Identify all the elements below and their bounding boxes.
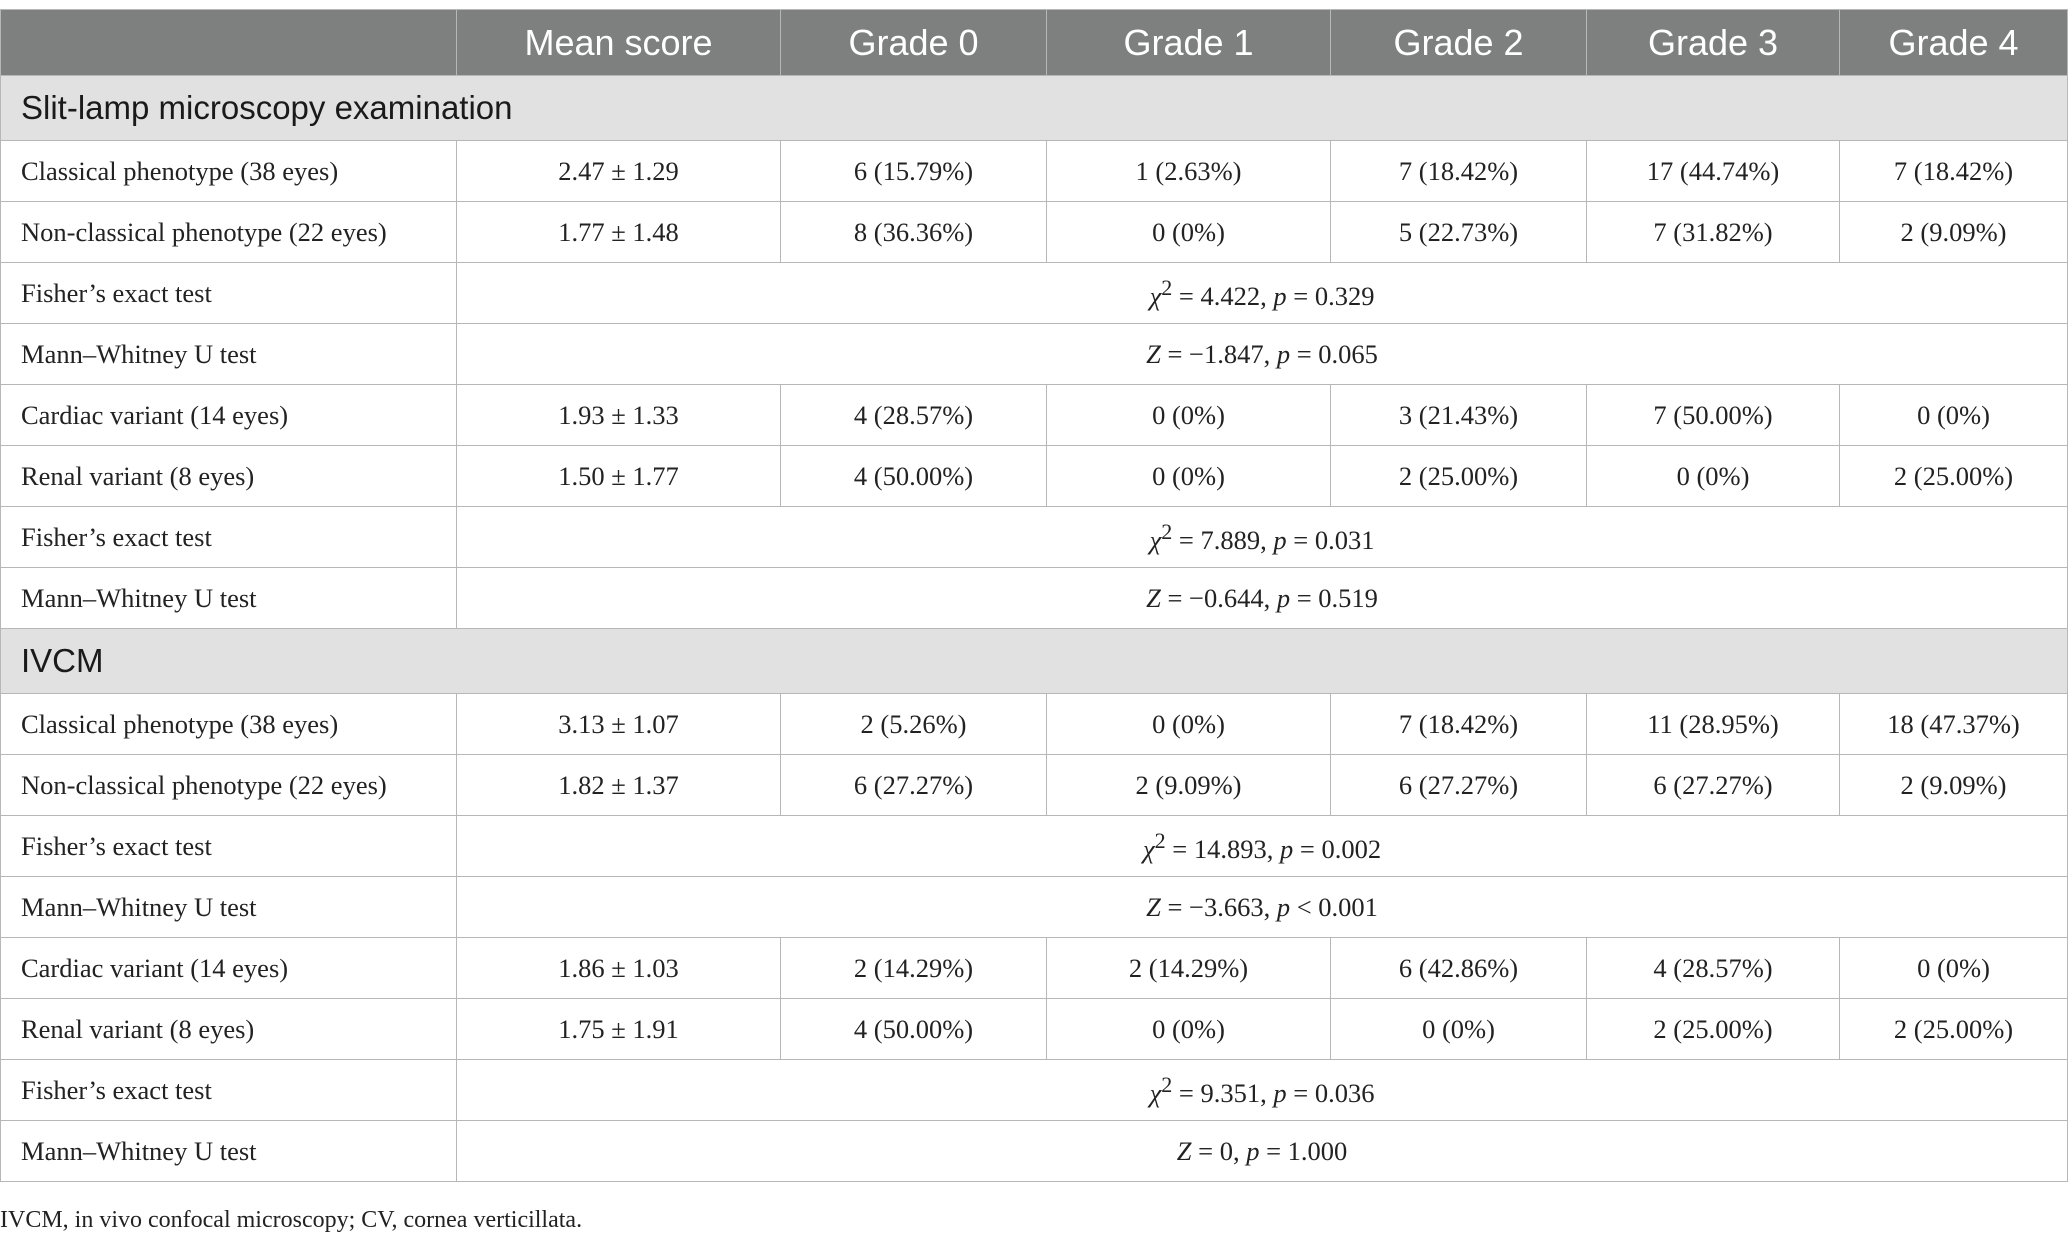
table-cell: 2 (25.00%) <box>1840 999 2068 1060</box>
stat-result: Z = −1.847, p = 0.065 <box>457 324 2068 385</box>
p-relation: = <box>1293 280 1309 311</box>
table-cell: 0 (0%) <box>1047 694 1331 755</box>
stat-row <box>1 568 2068 629</box>
section-row-slit-lamp <box>1 76 2068 141</box>
p-value: 0.001 <box>1318 891 1378 922</box>
table-row <box>1 202 2068 263</box>
row-label: Fisher’s exact test <box>1 263 457 324</box>
table-cell: 0 (0%) <box>1840 385 2068 446</box>
p-relation: = <box>1296 338 1312 369</box>
row-label: Classical phenotype (38 eyes) <box>1 694 457 755</box>
table-cell: 4 (50.00%) <box>781 446 1047 507</box>
table-cell: 5 (22.73%) <box>1331 202 1587 263</box>
row-label: Renal variant (8 eyes) <box>1 999 457 1060</box>
table-cell: 1.82 ± 1.37 <box>457 755 781 816</box>
p-relation: = <box>1266 1135 1282 1166</box>
table-cell: 2.47 ± 1.29 <box>457 141 781 202</box>
table-cell: 11 (28.95%) <box>1587 694 1840 755</box>
chi-value: 4.422 <box>1200 280 1261 311</box>
table-cell: 6 (27.27%) <box>781 755 1047 816</box>
section-title: Slit-lamp microscopy examination <box>1 76 2068 141</box>
p-value: 0.031 <box>1314 524 1375 555</box>
row-label: Mann–Whitney U test <box>1 324 457 385</box>
table-cell: 17 (44.74%) <box>1587 141 1840 202</box>
table-footnote: IVCM, in vivo confocal microscopy; CV, cornea verticillata. <box>0 1207 583 1233</box>
table-cell: 7 (31.82%) <box>1587 202 1840 263</box>
header-cell-blank <box>1 10 457 76</box>
chi-value: 7.889 <box>1200 524 1261 555</box>
table-cell: 2 (9.09%) <box>1840 755 2068 816</box>
section-row-ivcm <box>1 629 2068 694</box>
stat-row <box>1 1060 2068 1121</box>
header-cell-grade-2: Grade 2 <box>1331 10 1587 76</box>
stat-row <box>1 324 2068 385</box>
table-row <box>1 755 2068 816</box>
table-cell: 4 (28.57%) <box>781 385 1047 446</box>
p-relation: = <box>1299 833 1315 864</box>
header-cell-mean-score: Mean score <box>457 10 781 76</box>
table-cell: 7 (18.42%) <box>1840 141 2068 202</box>
table-cell: 7 (50.00%) <box>1587 385 1840 446</box>
table-cell: 0 (0%) <box>1047 385 1331 446</box>
table-cell: 6 (27.27%) <box>1331 755 1587 816</box>
p-value: 0.002 <box>1321 833 1382 864</box>
p-relation: < <box>1296 891 1312 922</box>
table-cell: 0 (0%) <box>1047 446 1331 507</box>
row-label: Non-classical phenotype (22 eyes) <box>1 755 457 816</box>
row-label: Fisher’s exact test <box>1 507 457 568</box>
row-label: Fisher’s exact test <box>1 1060 457 1121</box>
stat-row <box>1 816 2068 877</box>
table-cell: 6 (42.86%) <box>1331 938 1587 999</box>
header-row <box>1 10 2068 76</box>
table-cell: 2 (14.29%) <box>1047 938 1331 999</box>
table-cell: 2 (9.09%) <box>1840 202 2068 263</box>
p-value: 0.036 <box>1314 1077 1375 1108</box>
table-cell: 8 (36.36%) <box>781 202 1047 263</box>
table-row <box>1 938 2068 999</box>
stat-result: $\chi^2 = 7.889$, p = 0.031 <box>457 507 2068 568</box>
stat-result: $\chi^2 = 14.893$, p = 0.002 <box>457 816 2068 877</box>
table-cell: 6 (15.79%) <box>781 141 1047 202</box>
stat-row <box>1 1121 2068 1182</box>
header-cell-grade-0: Grade 0 <box>781 10 1047 76</box>
table-cell: 2 (25.00%) <box>1840 446 2068 507</box>
stat-row <box>1 877 2068 938</box>
table-cell: 3 (21.43%) <box>1331 385 1587 446</box>
p-value: 0.519 <box>1318 582 1378 613</box>
stat-result: $\chi^2 = 4.422$, p = 0.329 <box>457 263 2068 324</box>
table-row <box>1 446 2068 507</box>
row-label: Non-classical phenotype (22 eyes) <box>1 202 457 263</box>
p-relation: = <box>1296 582 1312 613</box>
row-label: Renal variant (8 eyes) <box>1 446 457 507</box>
table-row <box>1 141 2068 202</box>
table-cell: 7 (18.42%) <box>1331 694 1587 755</box>
table-cell: 2 (25.00%) <box>1587 999 1840 1060</box>
table-cell: 2 (9.09%) <box>1047 755 1331 816</box>
table-cell: 1.86 ± 1.03 <box>457 938 781 999</box>
table-cell: 0 (0%) <box>1587 446 1840 507</box>
p-value: 1.000 <box>1287 1135 1348 1166</box>
p-value: 0.329 <box>1314 280 1375 311</box>
z-value: −1.847 <box>1189 338 1264 369</box>
stat-row <box>1 507 2068 568</box>
stat-result: $\chi^2 = 9.351$, p = 0.036 <box>457 1060 2068 1121</box>
table-cell: 0 (0%) <box>1840 938 2068 999</box>
p-relation: = <box>1293 1077 1309 1108</box>
table-cell: 2 (25.00%) <box>1331 446 1587 507</box>
row-label: Classical phenotype (38 eyes) <box>1 141 457 202</box>
table-cell: 1 (2.63%) <box>1047 141 1331 202</box>
table-row <box>1 694 2068 755</box>
table-cell: 0 (0%) <box>1047 202 1331 263</box>
table-row <box>1 999 2068 1060</box>
table-cell: 3.13 ± 1.07 <box>457 694 781 755</box>
z-value: −0.644 <box>1189 582 1264 613</box>
table-cell: 4 (28.57%) <box>1587 938 1840 999</box>
row-label: Fisher’s exact test <box>1 816 457 877</box>
table-cell: 2 (5.26%) <box>781 694 1047 755</box>
z-value: 0 <box>1219 1135 1233 1166</box>
table-cell: 4 (50.00%) <box>781 999 1047 1060</box>
table-cell: 0 (0%) <box>1331 999 1587 1060</box>
stat-result: Z = 0, p = 1.000 <box>457 1121 2068 1182</box>
chi-value: 14.893 <box>1193 833 1267 864</box>
table-cell: 0 (0%) <box>1047 999 1331 1060</box>
table-cell: 1.50 ± 1.77 <box>457 446 781 507</box>
table-cell: 1.77 ± 1.48 <box>457 202 781 263</box>
table-row <box>1 385 2068 446</box>
stat-row <box>1 263 2068 324</box>
row-label: Cardiac variant (14 eyes) <box>1 938 457 999</box>
header-cell-grade-4: Grade 4 <box>1840 10 2068 76</box>
row-label: Mann–Whitney U test <box>1 1121 457 1182</box>
table-cell: 2 (14.29%) <box>781 938 1047 999</box>
stat-result: Z = −3.663, p < 0.001 <box>457 877 2068 938</box>
table-cell: 18 (47.37%) <box>1840 694 2068 755</box>
header-cell-grade-3: Grade 3 <box>1587 10 1840 76</box>
results-table <box>0 9 2068 1182</box>
chi-value: 9.351 <box>1200 1077 1261 1108</box>
section-title: IVCM <box>1 629 2068 694</box>
z-value: −3.663 <box>1189 891 1264 922</box>
table-cell: 1.75 ± 1.91 <box>457 999 781 1060</box>
row-label: Cardiac variant (14 eyes) <box>1 385 457 446</box>
header-cell-grade-1: Grade 1 <box>1047 10 1331 76</box>
p-value: 0.065 <box>1318 338 1378 369</box>
p-relation: = <box>1293 524 1309 555</box>
table-cell: 7 (18.42%) <box>1331 141 1587 202</box>
stat-result: Z = −0.644, p = 0.519 <box>457 568 2068 629</box>
table-cell: 1.93 ± 1.33 <box>457 385 781 446</box>
table-cell: 6 (27.27%) <box>1587 755 1840 816</box>
row-label: Mann–Whitney U test <box>1 877 457 938</box>
row-label: Mann–Whitney U test <box>1 568 457 629</box>
